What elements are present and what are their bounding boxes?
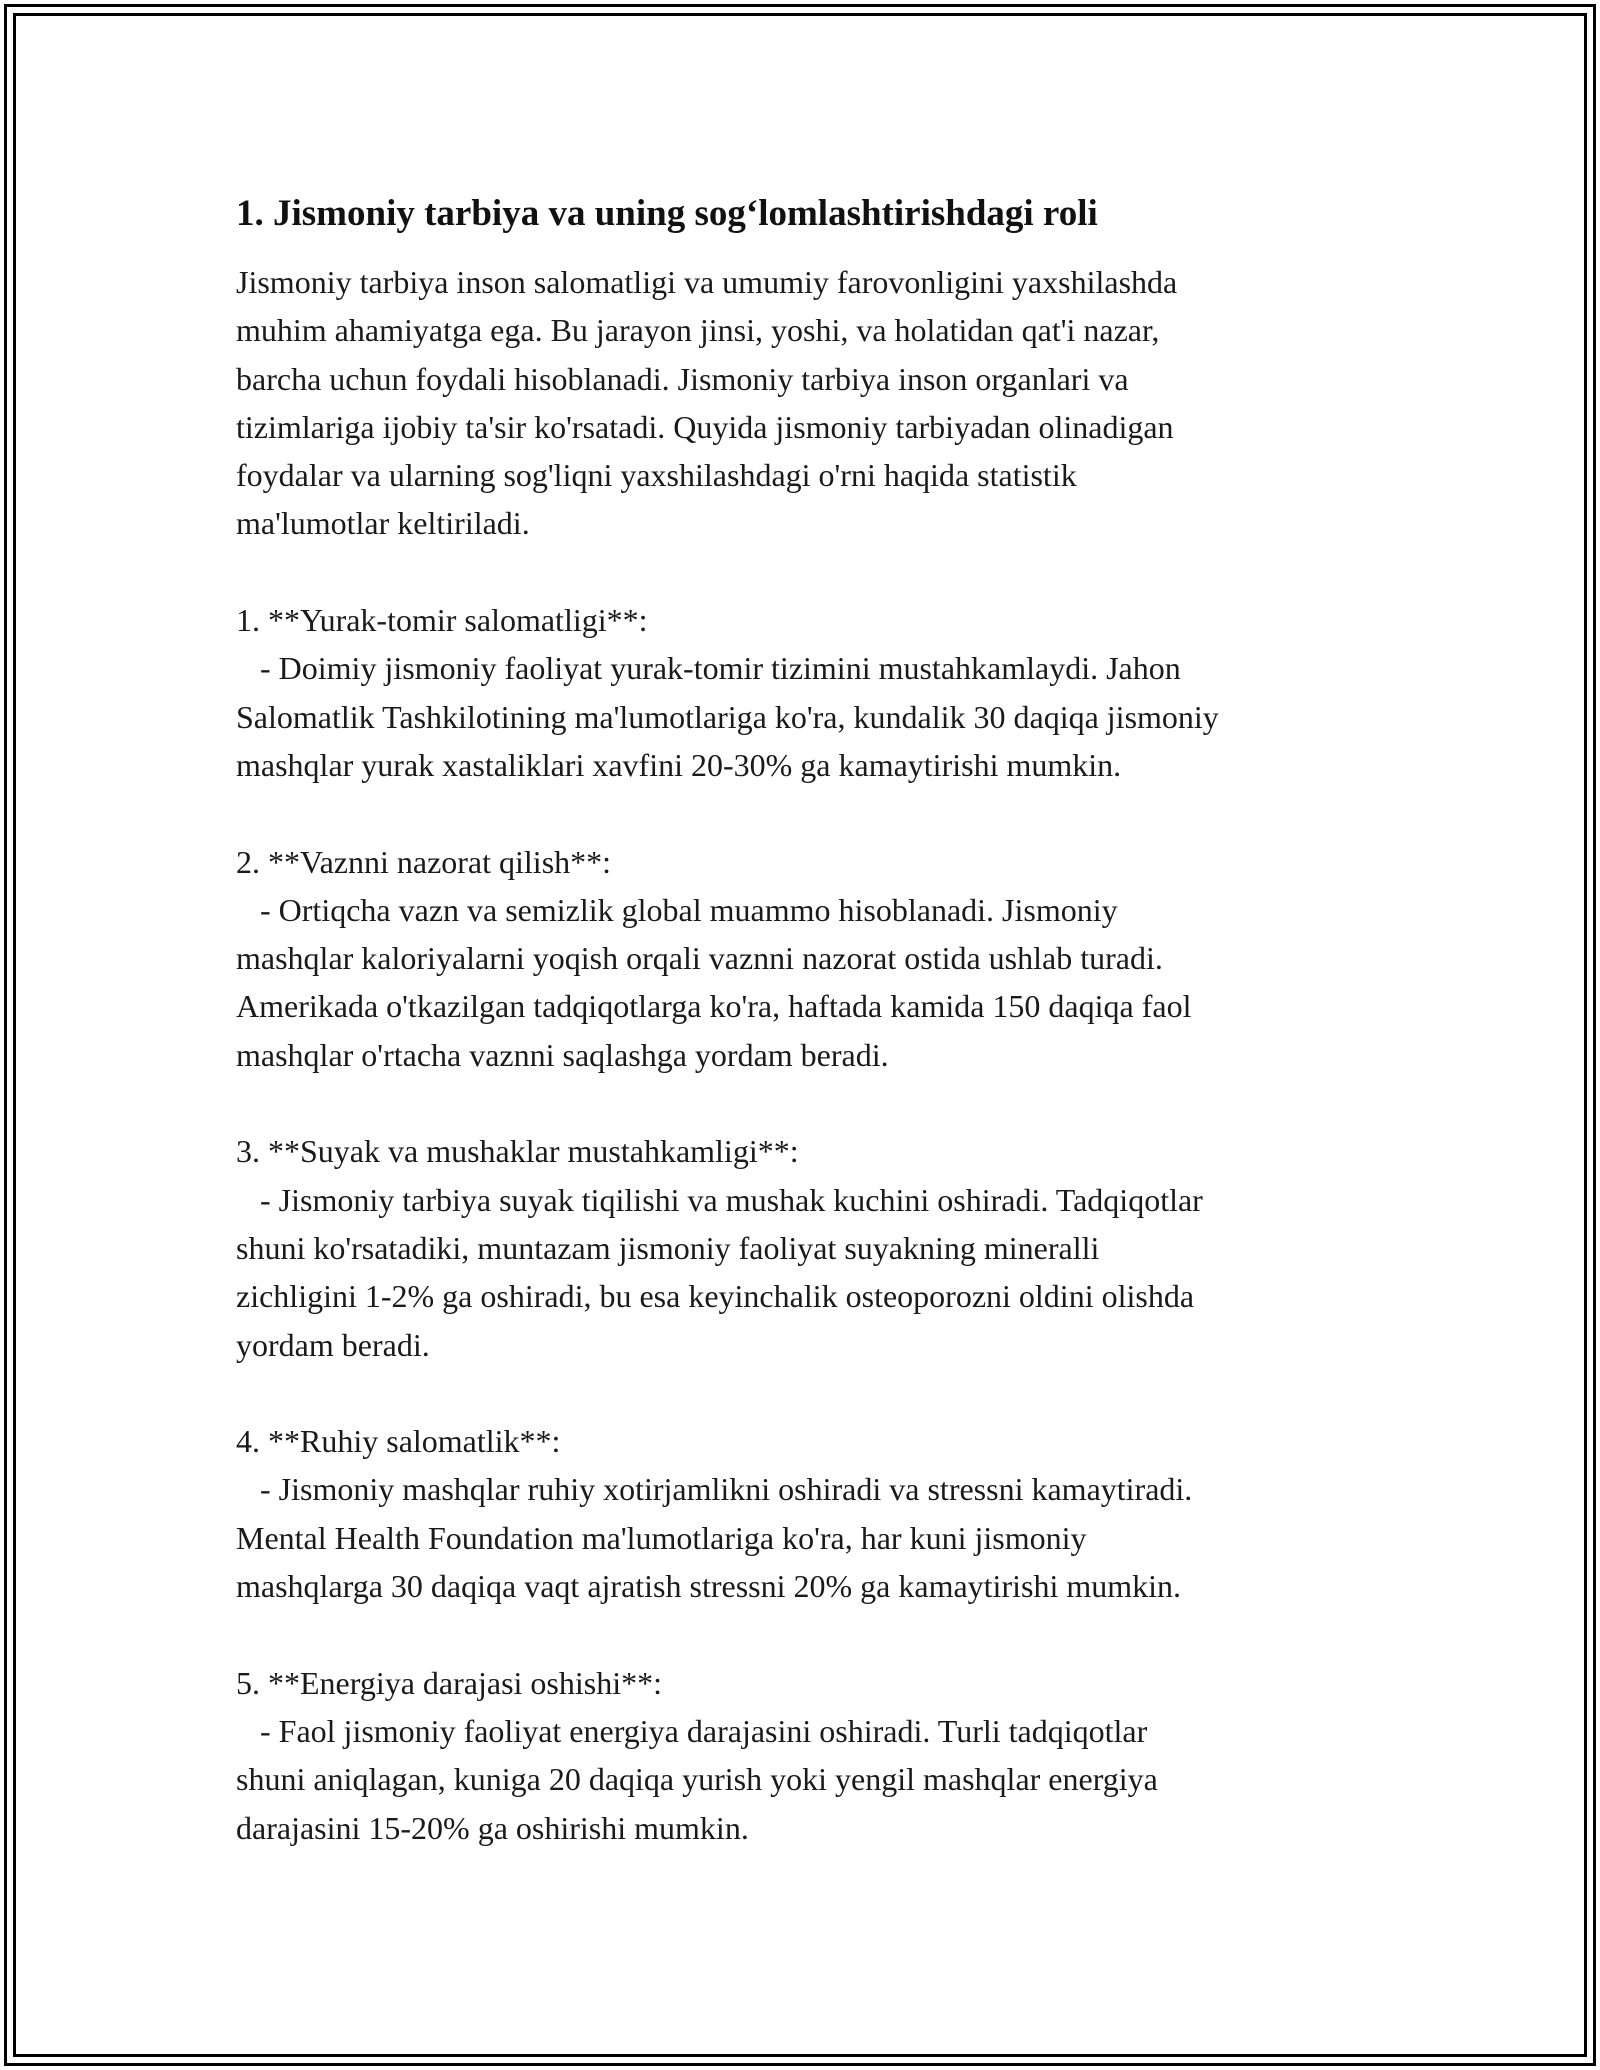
section-line: - Faol jismoniy faoliyat energiya darajasini oshiradi. Turli tadqiqotlar (236, 1712, 1148, 1749)
section-heading: 3. **Suyak va mushaklar mustahkamligi**: (236, 1133, 799, 1170)
intro-line: ma'lumotlar keltiriladi. (236, 505, 530, 542)
section-energy-level (236, 1659, 1406, 1852)
section-cardiovascular (236, 596, 1406, 789)
intro-line: foydalar va ularning sog'liqni yaxshilashdagi o'rni haqida statistik (236, 457, 1077, 494)
section-line: - Jismoniy tarbiya suyak tiqilishi va mushak kuchini oshiradi. Tadqiqotlar (236, 1181, 1203, 1218)
section-line: zichligini 1-2% ga oshiradi, bu esa keyinchalik osteoporozni oldini olishda (236, 1278, 1195, 1315)
intro-line: Jismoniy tarbiya inson salomatligi va umumiy farovonligini yaxshilashda (236, 264, 1178, 300)
section-heading: 5. **Energiya darajasi oshishi**: (236, 1664, 662, 1701)
section-line: Salomatlik Tashkilotining ma'lumotlariga ko'ra, kundalik 30 daqiqa jismoniy (236, 698, 1219, 735)
section-heading: 1. **Yurak-tomir salomatligi**: (236, 602, 648, 639)
section-line: yordam beradi. (236, 1326, 430, 1363)
section-line: shuni aniqlagan, kuniga 20 daqiqa yurish yoki yengil mashqlar energiya (236, 1761, 1158, 1798)
section-bone-muscle (236, 1127, 1406, 1368)
section-line: shuni ko'rsatadiki, muntazam jismoniy faoliyat suyakning mineralli (236, 1229, 1100, 1266)
section-line: mashqlar kaloriyalarni yoqish orqali vaznni nazorat ostida ushlab turadi. (236, 940, 1163, 977)
section-line: mashqlar yurak xastaliklari xavfini 20-30% ga kamaytirishi mumkin. (236, 746, 1122, 783)
section-heading: 2. **Vaznni nazorat qilish**: (236, 843, 612, 880)
section-line: mashqlarga 30 daqiqa vaqt ajratish stressni 20% ga kamaytirishi mumkin. (236, 1568, 1181, 1605)
intro-line: muhim ahamiyatga ega. Bu jarayon jinsi, yoshi, va holatidan qat'i nazar, (236, 312, 1160, 349)
intro-paragraph (236, 258, 1406, 548)
intro-line: tizimlariga ijobiy ta'sir ko'rsatadi. Quyida jismoniy tarbiyadan olinadigan (236, 408, 1174, 445)
section-mental-health (236, 1417, 1406, 1610)
section-weight-control (236, 838, 1406, 1079)
section-heading: 4. **Ruhiy salomatlik**: (236, 1423, 561, 1460)
intro-line: barcha uchun foydali hisoblanadi. Jismoniy tarbiya inson organlari va (236, 360, 1129, 397)
section-line: darajasini 15-20% ga oshirishi mumkin. (236, 1809, 749, 1846)
document-title: 1. Jismoniy tarbiya va uning sog‘lomlashtirishdagi roli (236, 193, 1098, 234)
section-line: Amerikada o'tkazilgan tadqiqotlarga ko'ra, haftada kamida 150 daqiqa faol (236, 988, 1192, 1025)
section-line: - Ortiqcha vazn va semizlik global muammo hisoblanadi. Jismoniy (236, 891, 1118, 928)
section-line: Mental Health Foundation ma'lumotlariga ko'ra, har kuni jismoniy (236, 1519, 1087, 1556)
section-line: mashqlar o'rtacha vaznni saqlashga yordam beradi. (236, 1036, 889, 1073)
section-line: - Jismoniy mashqlar ruhiy xotirjamlikni oshiradi va stressni kamaytiradi. (236, 1471, 1193, 1508)
section-line: - Doimiy jismoniy faoliyat yurak-tomir tizimini mustahkamlaydi. Jahon (236, 650, 1181, 687)
document-body (236, 188, 1406, 1852)
